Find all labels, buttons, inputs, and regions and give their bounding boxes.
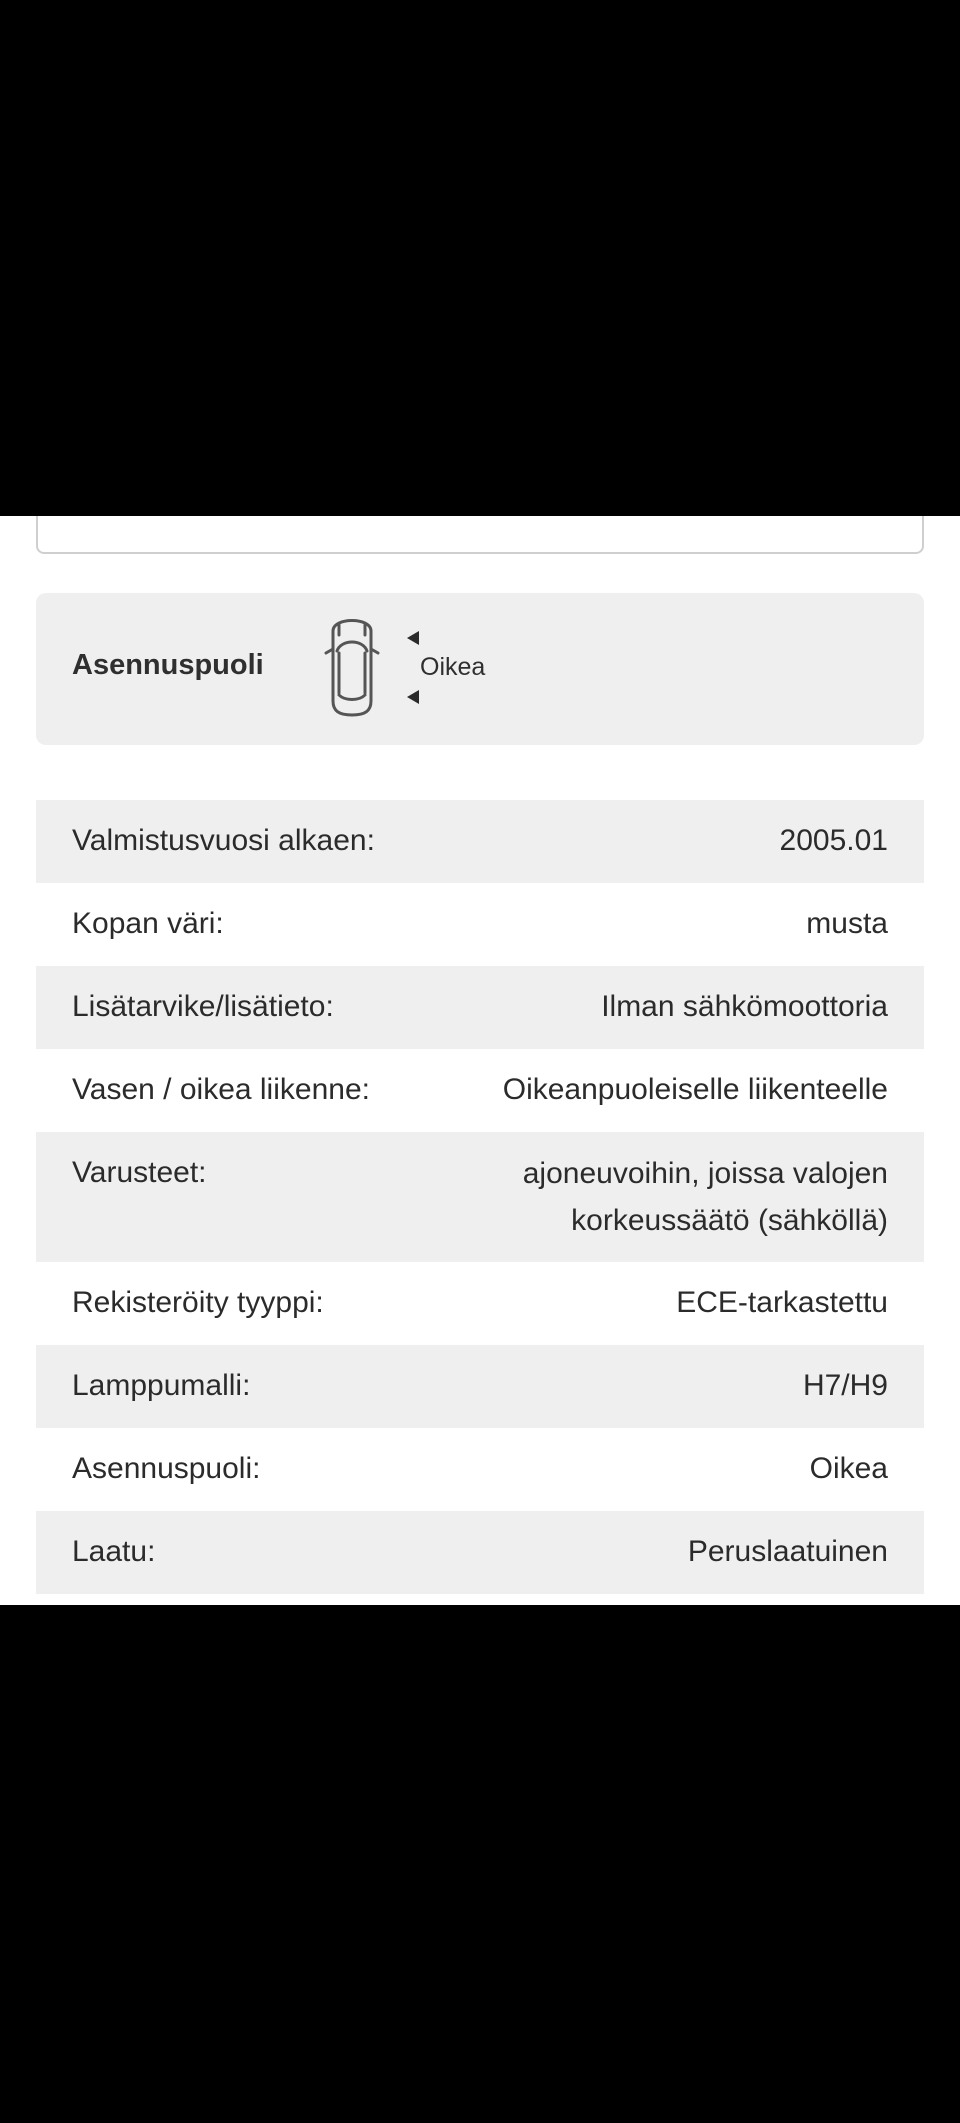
install-side-title: Asennuspuoli	[72, 649, 264, 681]
spec-label: Varusteet:	[72, 1156, 207, 1189]
bottom-black-overlay	[0, 1605, 960, 2123]
spec-label: Lisätarvike/lisätieto:	[72, 990, 334, 1023]
spec-row	[36, 1262, 924, 1345]
spec-row	[36, 1049, 924, 1132]
spec-label: Asennuspuoli:	[72, 1452, 261, 1485]
spec-row	[36, 1132, 924, 1262]
install-side-panel	[36, 593, 924, 745]
spec-label: Laatu:	[72, 1535, 156, 1568]
spec-value: Ilman sähkömoottoria	[601, 990, 888, 1023]
spec-table	[36, 800, 924, 1594]
spec-value: Oikeanpuoleiselle liikenteelle	[502, 1073, 888, 1106]
spec-row	[36, 1428, 924, 1511]
spec-value: ajoneuvoihin, joissa valojen korkeussäätö (sähköllä)	[522, 1157, 888, 1237]
spec-label: Valmistusvuosi alkaen:	[72, 824, 375, 857]
spec-value: ECE-tarkastettu	[676, 1286, 888, 1319]
spec-label: Kopan väri:	[72, 907, 224, 940]
spec-row	[36, 1511, 924, 1594]
spec-value: Peruslaatuinen	[687, 1535, 888, 1568]
spec-value: musta	[806, 907, 888, 940]
previous-card-bottom-edge	[36, 516, 924, 554]
spec-label: Rekisteröity tyyppi:	[72, 1286, 324, 1319]
product-details-section	[0, 516, 960, 1605]
spec-label: Vasen / oikea liikenne:	[72, 1073, 370, 1106]
spec-value: 2005.01	[779, 824, 888, 857]
spec-row	[36, 883, 924, 966]
spec-value: Oikea	[809, 1452, 888, 1485]
spec-label: Lamppumalli:	[72, 1369, 251, 1402]
spec-value: H7/H9	[802, 1369, 888, 1402]
spec-row	[36, 800, 924, 883]
install-side-value: Oikea	[420, 653, 486, 681]
spec-row	[36, 1345, 924, 1428]
spec-row	[36, 966, 924, 1049]
top-black-overlay	[0, 0, 960, 516]
car-top-view-right-side-icon	[309, 609, 429, 721]
